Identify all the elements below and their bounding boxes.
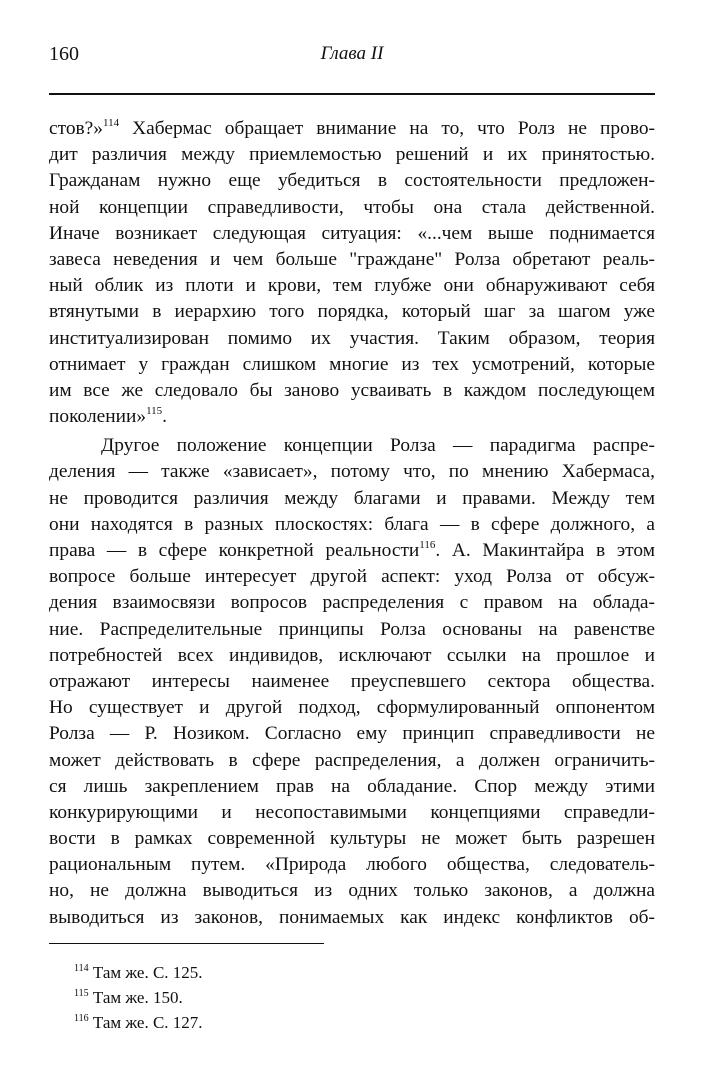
text-line: ный облик из плоти и крови, тем глубже они обнаруживают себя <box>49 275 655 297</box>
text-line: отражают интересы наименее преуспевшего сектора общества. <box>49 670 655 692</box>
text-line: втянутыми в иерархию того порядка, который шаг за шагом уже <box>49 301 655 323</box>
text-line: права — в сфере конкретной реальности$^{116}$. А. Макинтайра в этом <box>49 539 655 561</box>
text-line: конкурирующими и несопоставимыми концепциями справедли- <box>49 801 655 823</box>
footnote: $^{115}$ Там же. 150. <box>74 988 183 1007</box>
footnote-ref: 115 <box>146 405 163 418</box>
text-line: завеса неведения и чем больше "граждане" Ролза обретают реаль- <box>49 248 655 270</box>
footnotes <box>74 960 203 1035</box>
text-line: Другое положение концепции Ролза — парадигма распре- <box>101 435 655 457</box>
footnote-number: 114 <box>74 963 89 974</box>
footnote-number: 116 <box>74 1013 89 1024</box>
footnote-ref: 114 <box>102 117 120 129</box>
footnote-number: 115 <box>74 988 89 999</box>
text-line: ние. Распределительные принципы Ролза основаны на равенстве <box>49 618 655 640</box>
text-line: институализирован помимо их участия. Таким образом, теория <box>49 327 655 349</box>
running-head: Глава II <box>320 43 384 64</box>
text-line: выводиться из законов, понимаемых как индекс конфликтов об- <box>49 906 655 928</box>
body-text <box>49 116 655 931</box>
text-line: деления — также «зависает», потому что, по мнению Хабермаса, <box>49 461 655 483</box>
text-line: ся лишь закреплением прав на обладание. Спор между этими <box>49 775 655 797</box>
text-line: потребностей всех индивидов, исключают ссылки на прошлое и <box>49 644 655 666</box>
text-line: рациональным путем. «Природа любого общества, следователь- <box>49 854 655 876</box>
header-rule <box>49 93 655 95</box>
footnote-rule <box>49 943 324 944</box>
text-line: но, не должна выводиться из одних только законов, а должна <box>49 880 655 902</box>
text-line: Гражданам нужно еще убедиться в состоятельности предложен- <box>49 170 655 192</box>
text-line: Но существует и другой подход, сформулированный оппонентом <box>49 697 655 719</box>
page-number: 160 <box>49 43 79 65</box>
footnote: $^{116}$ Там же. С. 127. <box>74 1013 203 1032</box>
text-line: может действовать в сфере распределения, а должен ограничить- <box>49 749 655 771</box>
text-line: ной концепции справедливости, чтобы она стала действенной. <box>49 196 655 218</box>
text-line: дит различия между приемлемостью решений и их принятостью. <box>49 144 655 166</box>
text-line: стов?»$^{114}$ Хабермас обращает внимание на то, что Ролз не прово- <box>49 117 655 139</box>
text-line: не проводится различия между благами и правами. Между тем <box>49 487 655 509</box>
text-line: Ролза — Р. Нозиком. Согласно ему принцип справедливости не <box>49 723 655 745</box>
text-line: поколении»$^{115}$. <box>49 405 168 428</box>
footnote-ref: 116 <box>419 539 436 551</box>
text-line: им все же следовало бы заново усваивать в каждом последующем <box>49 379 655 401</box>
text-line: дения взаимосвязи вопросов распределения с правом на облада- <box>49 592 655 614</box>
footnote: $^{114}$ Там же. С. 125. <box>74 963 203 982</box>
text-line: они находятся в разных плоскостях: блага — в сфере должного, а <box>49 513 655 535</box>
text-line: Иначе возникает следующая ситуация: «...чем выше поднимается <box>49 222 655 244</box>
text-line: вопросе больше интересует другой аспект: уход Ролза от обсуж- <box>49 566 655 588</box>
text-line: отнимает у граждан слишком многие из тех усмотрений, которые <box>49 353 655 375</box>
text-line: вости в рамках современной культуры не может быть разрешен <box>49 828 655 850</box>
